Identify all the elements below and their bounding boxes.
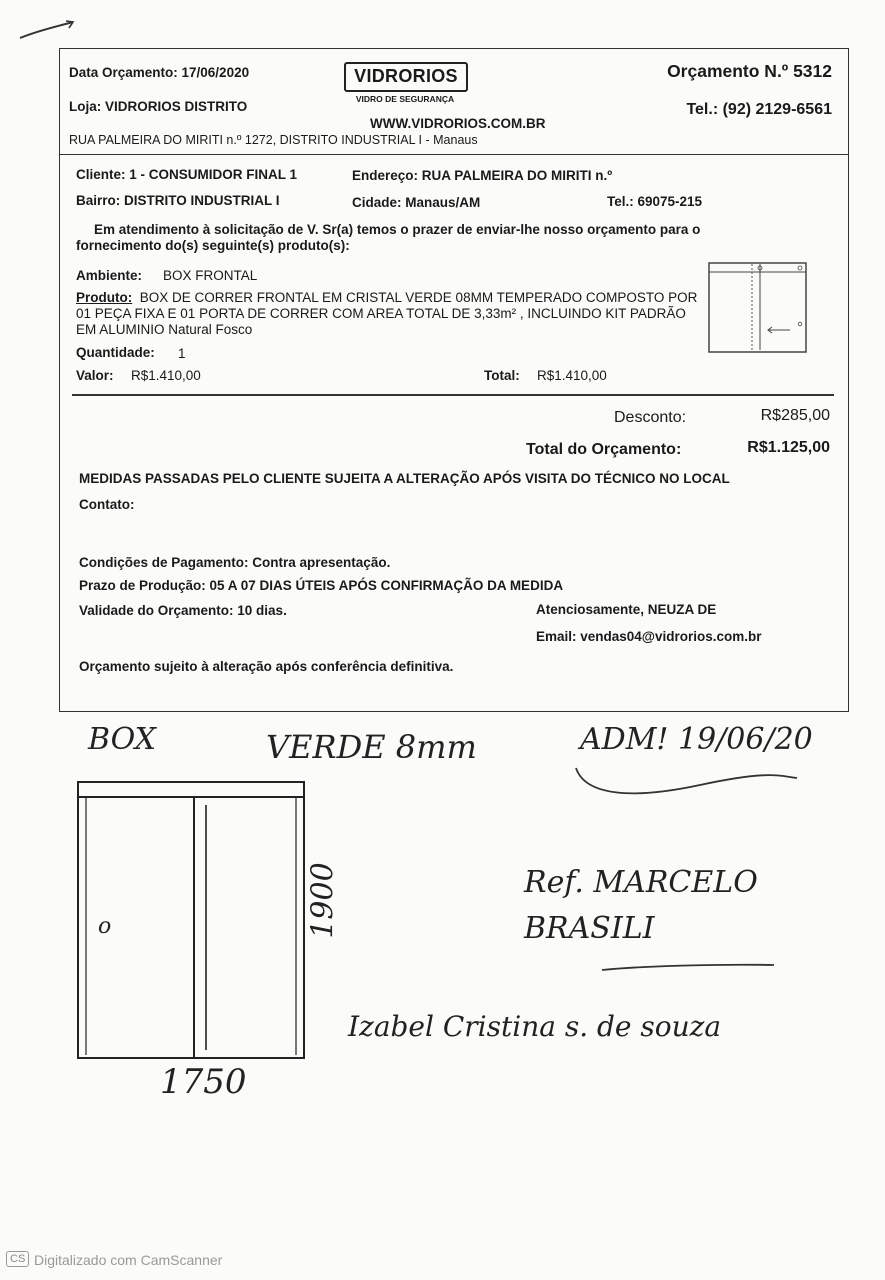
store-name: Loja: VIDRORIOS DISTRITO [69,99,248,114]
handwritten-box: BOX [88,722,157,757]
client-address: Endereço: RUA PALMEIRA DO MIRITI n.º [352,168,613,183]
payment-terms: Condições de Pagamento: Contra apresentação. [79,555,391,570]
handwritten-signature: Izabel Cristina s. de souza [348,1010,722,1043]
client-phone: Tel.: 69075-215 [607,194,703,209]
environment-value: BOX FRONTAL [163,268,258,283]
production-time: Prazo de Produção: 05 A 07 DIAS ÚTEIS APÓS CONFIRMAÇÃO DA MEDIDA [79,578,564,593]
disclaimer: Orçamento sujeito à alteração após conferência definitiva. [79,659,454,674]
value-label: Valor: [76,368,114,383]
camscanner-icon: CS [6,1251,29,1267]
handwritten-door-mark: o [98,914,112,939]
handwritten-reference: Ref. MARCELO BRASILI [524,865,758,946]
intro-text: Em atendimento à solicitação de V. Sr(a) temos o prazer de enviar-lhe nosso orçamento para o fornecimento do(s) seguinte(s) produto(s): [76,222,701,253]
discount-value: R$285,00 [760,407,830,424]
grand-total-label: Total do Orçamento: [526,441,682,458]
measures-note: MEDIDAS PASSADAS PELO CLIENTE SUJEITA A ALTERAÇÃO APÓS VISITA DO TÉCNICO NO LOCAL [79,471,730,486]
handwritten-glass: VERDE 8mm [266,728,477,766]
quantity-label: Quantidade: [76,345,155,360]
environment-label: Ambiente: [76,268,143,283]
contact-email: Email: vendas04@vidrorios.com.br [536,629,762,644]
client-name: Cliente: 1 - CONSUMIDOR FINAL 1 [76,167,298,182]
company-address: RUA PALMEIRA DO MIRITI n.º 1272, DISTRITO INDUSTRIAL I - Manaus [69,133,478,147]
handwritten-height: 1900 [305,862,341,939]
total-label: Total: [484,368,520,383]
company-phone: Tel.: (92) 2129-6561 [686,101,832,118]
product-label: Produto: [76,290,133,305]
logo-tagline: VIDRO DE SEGURANÇA [355,94,455,104]
quote-number: Orçamento N.º 5312 [667,61,832,81]
handwritten-width: 1750 [160,1062,247,1102]
product-description: BOX DE CORRER FRONTAL EM CRISTAL VERDE 08MM TEMPERADO COMPOSTO POR 01 PEÇA FIXA E 01 PORTA DE CORRER COM AREA TOTAL DE 3,33m² , INCLUINDO KIT PADRÃO EM ALUMINIO Natural Fosco [76,290,698,337]
handwritten-date: ADM! 19/06/20 [580,722,813,757]
company-website: WWW.VIDRORIOS.COM.BR [370,116,546,131]
quote-validity: Validade do Orçamento: 10 dias. [79,603,287,618]
regards-signoff: Atenciosamente, NEUZA DE [536,602,717,617]
client-city: Cidade: Manaus/AM [352,195,481,210]
grand-total-value: R$1.125,00 [747,439,830,456]
discount-label: Desconto: [614,409,687,426]
value-amount: R$1.410,00 [131,368,201,383]
total-amount: R$1.410,00 [537,368,607,383]
contact-label: Contato: [79,497,135,512]
quote-date: Data Orçamento: 17/06/2020 [69,65,250,80]
camscanner-watermark: Digitalizado com CamScanner [34,1252,223,1268]
quantity-value: 1 [178,346,186,361]
logo-text: VIDRORIOS [354,66,458,86]
client-district: Bairro: DISTRITO INDUSTRIAL I [76,193,280,208]
